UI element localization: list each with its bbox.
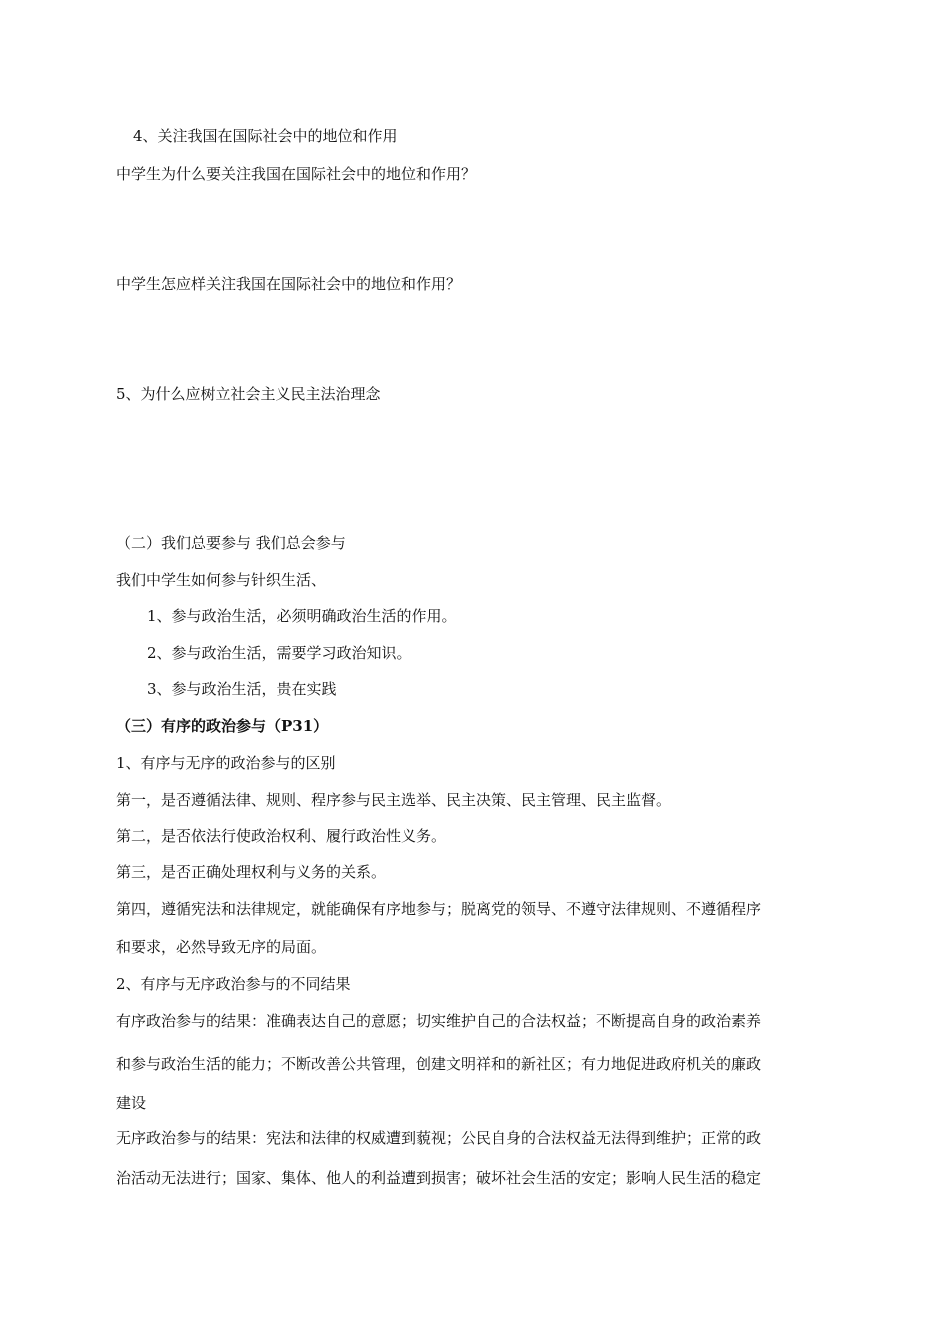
part2-item-1: 1、参与政治生活，必须明确政治生活的作用。	[147, 607, 457, 625]
ordered-result-line: 和参与政治生活的能力；不断改善公共管理，创建文明祥和的新社区；有力地促进政府机关的廉政	[116, 1055, 762, 1073]
section4-question1: 中学生为什么要关注我国在国际社会中的地位和作用？	[116, 165, 477, 183]
part2-heading: （二）我们总要参与 我们总会参与	[116, 534, 346, 552]
section4-heading: 4、关注我国在国际社会中的地位和作用	[133, 127, 398, 145]
part2-item-2: 2、参与政治生活，需要学习政治知识。	[147, 644, 412, 662]
part3-sub2-title: 2、有序与无序政治参与的不同结果	[116, 975, 351, 993]
part3-sub1-point: 第一，是否遵循法律、规则、程序参与民主选举、民主决策、民主管理、民主监督。	[116, 791, 672, 809]
section4-question2: 中学生怎应样关注我国在国际社会中的地位和作用？	[116, 275, 462, 293]
part3-sub1-point: 第二，是否依法行使政治权利、履行政治性义务。	[116, 827, 447, 845]
part3-heading: （三）有序的政治参与（P31）	[116, 717, 329, 735]
disordered-result-line: 无序政治参与的结果：宪法和法律的权威遭到藐视；公民自身的合法权益无法得到维护；正常的政	[116, 1129, 762, 1147]
part3-sub1-point: 第四，遵循宪法和法律规定，就能确保有序地参与；脱离党的领导、不遵守法律规则、不遵循程序	[116, 900, 762, 918]
part3-sub1-point: 和要求，必然导致无序的局面。	[116, 938, 327, 956]
part3-sub1-point: 第三，是否正确处理权利与义务的关系。	[116, 863, 387, 881]
part2-item-3: 3、参与政治生活，贵在实践	[147, 680, 337, 698]
disordered-result-line: 治活动无法进行；国家、集体、他人的利益遭到损害；破坏社会生活的安定；影响人民生活的稳定	[116, 1169, 762, 1187]
part3-sub1-title: 1、有序与无序的政治参与的区别	[116, 754, 336, 772]
part2-intro: 我们中学生如何参与针织生活、	[116, 571, 327, 589]
ordered-result-line: 有序政治参与的结果：准确表达自己的意愿；切实维护自己的合法权益；不断提高自身的政治素养	[116, 1012, 762, 1030]
section5-heading: 5、为什么应树立社会主义民主法治理念	[116, 385, 381, 403]
ordered-result-line: 建设	[116, 1094, 147, 1112]
